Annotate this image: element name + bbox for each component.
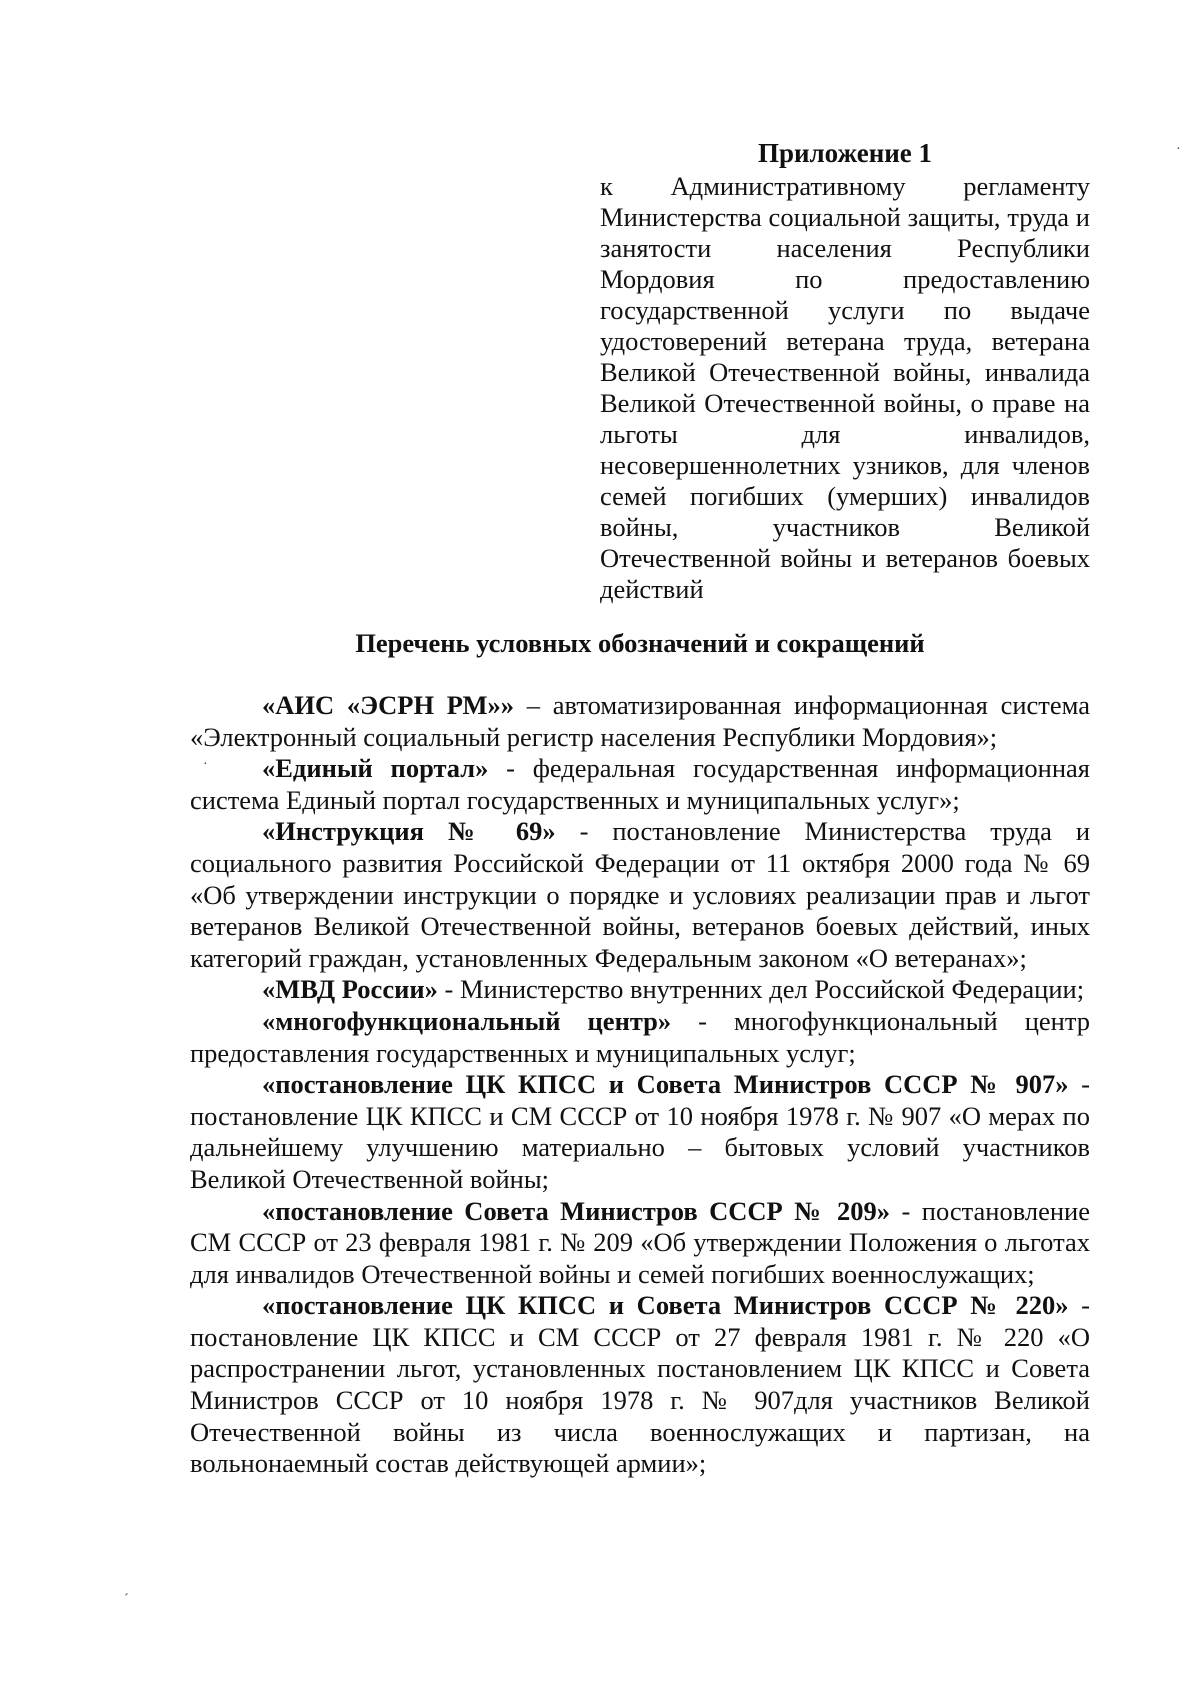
abbreviation-term: «АИС «ЭСРН РМ»» <box>262 690 515 720</box>
scan-speck: · <box>1176 142 1181 157</box>
scan-speck: ˊ <box>124 1592 129 1607</box>
list-item <box>190 1006 1090 1069</box>
abbreviation-definition: - постановление ЦК КПСС и СМ СССР от 27 февраля 1981 г. № 220 «О распространении льгот, установленных постановлением ЦК КПСС и Совета Министров СССР от 10 ноября 1978 г. № 907для участников Великой Отечественной войны из числа военнослужащих и партизан, на вольнонаемный состав действующей армии»; <box>190 1290 1090 1479</box>
list-item <box>190 1069 1090 1195</box>
list-item <box>190 1290 1090 1480</box>
abbreviation-definition: - федеральная государственная информационная система Единый портал государственных и муниципальных услуг»; <box>190 753 1090 815</box>
abbreviations-list <box>190 690 1090 1480</box>
appendix-title: Приложение 1 <box>757 138 933 168</box>
scan-speck: · <box>203 757 208 772</box>
abbreviation-term: «МВД России» <box>262 974 438 1005</box>
abbreviation-term: «Единый портал» <box>262 753 489 784</box>
abbreviation-definition: - постановление Министерства труда и социального развития Российской Федерации от 11 октября 2000 года № 69 «Об утверждении инструкции о порядке и условиях реализации прав и льгот ветеранов Великой Отечественной войны, ветеранов боевых действий, иных категорий граждан, установленных Федеральным законом «О ветеранах»; <box>190 816 1090 973</box>
abbreviation-definition: - многофункциональный центр предоставления государственных и муниципальных услуг; <box>190 1005 1090 1068</box>
list-item <box>190 974 1090 1006</box>
abbreviation-term: «постановление ЦК КПСС и Совета Министров СССР № 220» <box>262 1290 1069 1321</box>
abbreviation-definition: - Министерство внутренних дел Российской Федерации; <box>437 974 1085 1005</box>
abbreviation-term: «постановление Совета Министров СССР № 209» <box>262 1195 891 1226</box>
appendix-reference: к Административному регламенту Министерства социальной защиты, труда и занятости населения Республики Мордовия по предоставлению государственной услуги по выдаче удостоверений ветерана труда, ветерана Великой Отечественной войны, инвалида Великой Отечественной войны, о праве на льготы для инвалидов, несовершеннолетних узников, для членов семей погибших (умерших) инвалидов войны, участников Великой Отечественной войны и ветеранов боевых действий <box>600 171 1090 604</box>
abbreviation-term: «Инструкция № 69» <box>262 816 556 847</box>
abbreviation-definition: - постановление СМ СССР от 23 февраля 1981 г. № 209 «Об утверждении Положения о льготах для инвалидов Отечественной войны и семей погибших военнослужащих; <box>190 1195 1090 1289</box>
abbreviation-definition: – автоматизированная информационная система «Электронный социальный регистр населения Республики Мордовия»; <box>190 690 1091 752</box>
list-item <box>190 690 1090 753</box>
section-title: Перечень условных обозначений и сокращений <box>355 628 925 658</box>
list-item <box>190 816 1090 974</box>
abbreviation-definition: - постановление ЦК КПСС и СМ СССР от 10 ноября 1978 г. № 907 «О мерах по дальнейшему улучшению материально – бытовых условий участников Великой Отечественной войны; <box>190 1069 1090 1194</box>
list-item <box>190 753 1090 816</box>
abbreviation-term: «многофункциональный центр» <box>262 1005 672 1036</box>
abbreviation-term: «постановление ЦК КПСС и Совета Министров СССР № 907» <box>262 1069 1069 1100</box>
list-item <box>190 1196 1090 1291</box>
appendix-heading <box>600 137 1090 605</box>
